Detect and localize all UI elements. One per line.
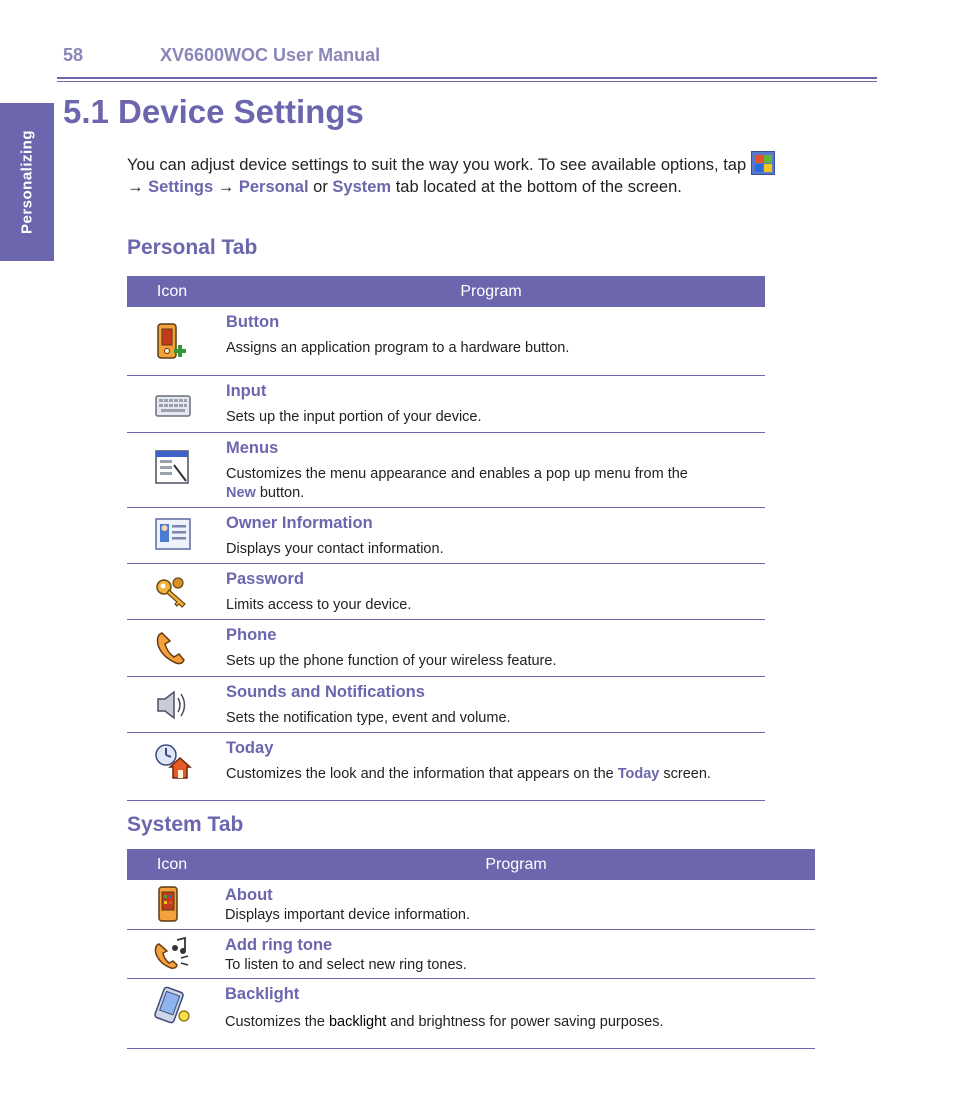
col-program-header: Program xyxy=(460,283,522,300)
table-row xyxy=(127,508,765,564)
program-description xyxy=(225,1013,663,1032)
description-text-end: screen. xyxy=(659,766,711,782)
table-row xyxy=(127,620,765,677)
program-description: Sets up the phone function of your wireless feature. xyxy=(226,653,557,669)
table-row xyxy=(127,880,815,930)
menu-window-icon xyxy=(152,447,194,489)
program-name: Phone xyxy=(226,626,277,644)
intro-paragraph xyxy=(127,151,837,198)
personal-tab-heading: Personal Tab xyxy=(127,236,258,259)
backlight-reference: backlight xyxy=(328,1014,387,1030)
program-description: Limits access to your device. xyxy=(226,597,412,613)
program-description: To listen to and select new ring tones. xyxy=(225,957,467,973)
personal-table-header xyxy=(127,276,765,307)
program-description: Displays your contact information. xyxy=(226,541,444,557)
speaker-icon xyxy=(152,684,194,726)
description-text: Customizes the xyxy=(225,1014,329,1030)
table-row xyxy=(127,564,765,620)
personal-link: Personal xyxy=(238,178,309,196)
description-text: Customizes the look and the information that appears on the xyxy=(226,766,618,782)
side-tab-label: Personalizing xyxy=(18,129,36,235)
program-description: Displays important device information. xyxy=(225,907,470,923)
intro-text: You can adjust device settings to suit the way you work. To see available options, tap xyxy=(127,156,751,174)
arrow: → xyxy=(213,178,239,196)
program-name: Menus xyxy=(226,439,279,457)
ring-tone-icon xyxy=(151,934,193,976)
program-description: Sets up the input portion of your device. xyxy=(226,409,482,425)
manual-title: XV6600WOC User Manual xyxy=(160,45,381,65)
windows-start-icon xyxy=(751,151,775,175)
table-row xyxy=(127,376,765,433)
program-name: Input xyxy=(226,382,267,400)
intro-or: or xyxy=(308,178,333,196)
table-row xyxy=(127,733,765,801)
program-name: Button xyxy=(226,313,280,331)
table-row xyxy=(127,307,765,376)
device-info-icon xyxy=(151,884,193,926)
backlight-icon xyxy=(151,985,193,1027)
program-name: Password xyxy=(226,570,304,588)
contact-card-icon xyxy=(152,514,194,556)
page-title: 5.1 Device Settings xyxy=(63,93,364,130)
program-name: Today xyxy=(226,739,274,757)
program-name: Backlight xyxy=(225,985,300,1003)
intro-text-end: tab located at the bottom of the screen. xyxy=(391,178,682,196)
keyboard-icon xyxy=(152,384,194,426)
system-table-header xyxy=(127,849,815,880)
today-reference: Today xyxy=(617,766,660,782)
arrow: → xyxy=(127,178,149,196)
table-row xyxy=(127,677,765,733)
program-name: About xyxy=(225,886,273,904)
program-name: Owner Information xyxy=(226,514,373,532)
description-text-end: and brightness for power saving purposes. xyxy=(386,1014,664,1030)
settings-link: Settings xyxy=(148,178,214,196)
program-description: Sets the notification type, event and volume. xyxy=(226,710,511,726)
page-number: 58 xyxy=(63,45,84,65)
header-rule xyxy=(57,77,877,79)
description-text-end: button. xyxy=(255,485,305,501)
col-icon-header: Icon xyxy=(156,856,188,873)
program-description xyxy=(226,465,756,503)
phone-handset-icon xyxy=(152,627,194,669)
header-rule-thin xyxy=(57,81,877,82)
description-text: Customizes the menu appearance and enables a pop up menu from the xyxy=(226,466,688,482)
device-button-icon xyxy=(152,321,194,363)
new-button-reference: New xyxy=(226,485,256,501)
program-description: Assigns an application program to a hardware button. xyxy=(226,340,570,356)
system-tab-heading: System Tab xyxy=(127,813,244,836)
col-icon-header: Icon xyxy=(156,283,188,300)
table-row xyxy=(127,433,765,508)
program-name: Add ring tone xyxy=(225,936,333,954)
table-row xyxy=(127,930,815,979)
program-name: Sounds and Notifications xyxy=(226,683,425,701)
today-home-icon xyxy=(152,741,194,783)
keys-icon xyxy=(152,571,194,613)
system-link: System xyxy=(332,178,392,196)
side-section-tab xyxy=(0,103,54,261)
table-row xyxy=(127,979,815,1049)
col-program-header: Program xyxy=(485,856,547,873)
program-description xyxy=(226,765,711,784)
